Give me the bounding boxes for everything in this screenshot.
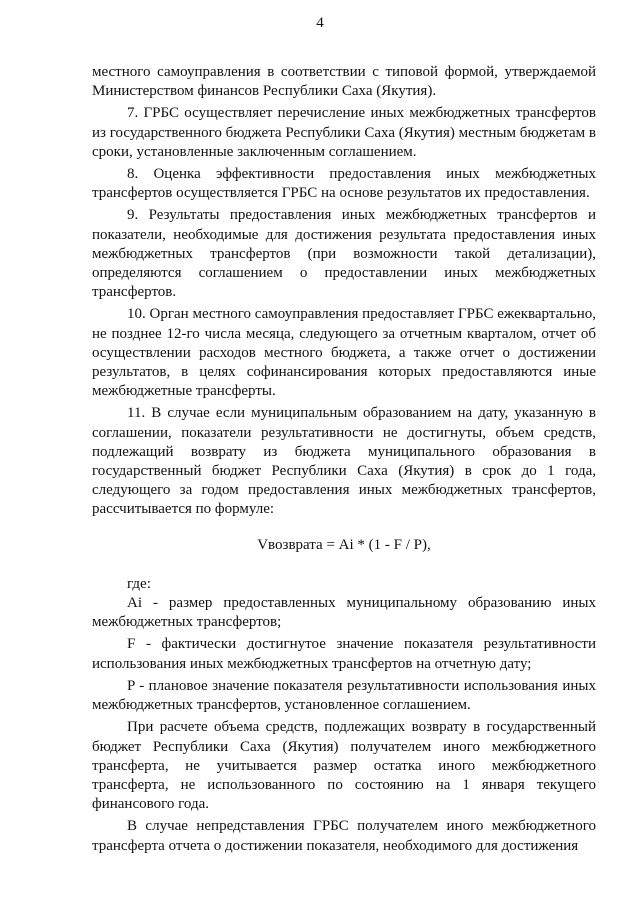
- paragraph-10: 10. Орган местного самоуправления предоставляет ГРБС ежеквартально, не позднее 12-го числа месяца, следующего за отчетным кварталом, отчет об осуществлении расходов местного бюджета, а также отчет о достижении результатов, в целях софинансирования которых предоставляются иные межбюджетные трансферты.: [92, 306, 596, 400]
- definition-p: P - плановое значение показателя результативности использования иных межбюджетных трансфертов, установленное соглашением.: [92, 677, 596, 714]
- definition-f: F - фактически достигнутое значение показателя результативности использования иных межбюджетных трансфертов на отчетную дату;: [92, 636, 596, 672]
- definition-ai: Ai - размер предоставленных муниципальному образованию иных межбюджетных трансфертов;: [92, 595, 596, 631]
- paragraph-continuation: местного самоуправления в соответствии с типовой формой, утверждаемой Министерством финансов Республики Саха (Якутия).: [92, 64, 596, 100]
- paragraph-11: 11. В случае если муниципальным образованием на дату, указанную в соглашении, показатели результативности не достигнуты, объем средств, подлежащий возврату из бюджета муниципального образования в государственный бюджет Республики Саха (Якутия) в срок до 1 года, следующего за годом предоставления иных межбюджетных трансфертов, рассчитывается по формуле:: [92, 405, 596, 518]
- document-body: [92, 63, 596, 856]
- paragraph-8: 8. Оценка эффективности предоставления иных межбюджетных трансфертов осуществляется ГРБС на основе результатов их предоставления.: [92, 166, 596, 202]
- page-number: 4: [316, 15, 324, 31]
- paragraph-non-submission: В случае непредставления ГРБС получателем иного межбюджетного трансферта отчета о достижении показателя, необходимого для достижения: [92, 818, 596, 854]
- return-formula: Vвозврата = Ai * (1 - F / P),: [257, 536, 431, 553]
- where-label: где:: [127, 575, 151, 592]
- paragraph-9: 9. Результаты предоставления иных межбюджетных трансфертов и показатели, необходимые для достижения результата предоставления иных межбюджетных трансфертов (при возможности такой детализации), определяются соглашением о предоставлении иных межбюджетных трансфертов.: [92, 207, 596, 301]
- paragraph-return-calculation: При расчете объема средств, подлежащих возврату в государственный бюджет Республики Саха (Якутия) получателем иного межбюджетного трансферта, не учитывается размер остатка иного межбюджетного трансферта, не использованного по состоянию на 1 января текущего финансового года.: [92, 719, 596, 813]
- paragraph-7: 7. ГРБС осуществляет перечисление иных межбюджетных трансфертов из государственного бюджета Республики Саха (Якутия) местным бюджетам в сроки, установленные заключенным соглашением.: [92, 105, 596, 160]
